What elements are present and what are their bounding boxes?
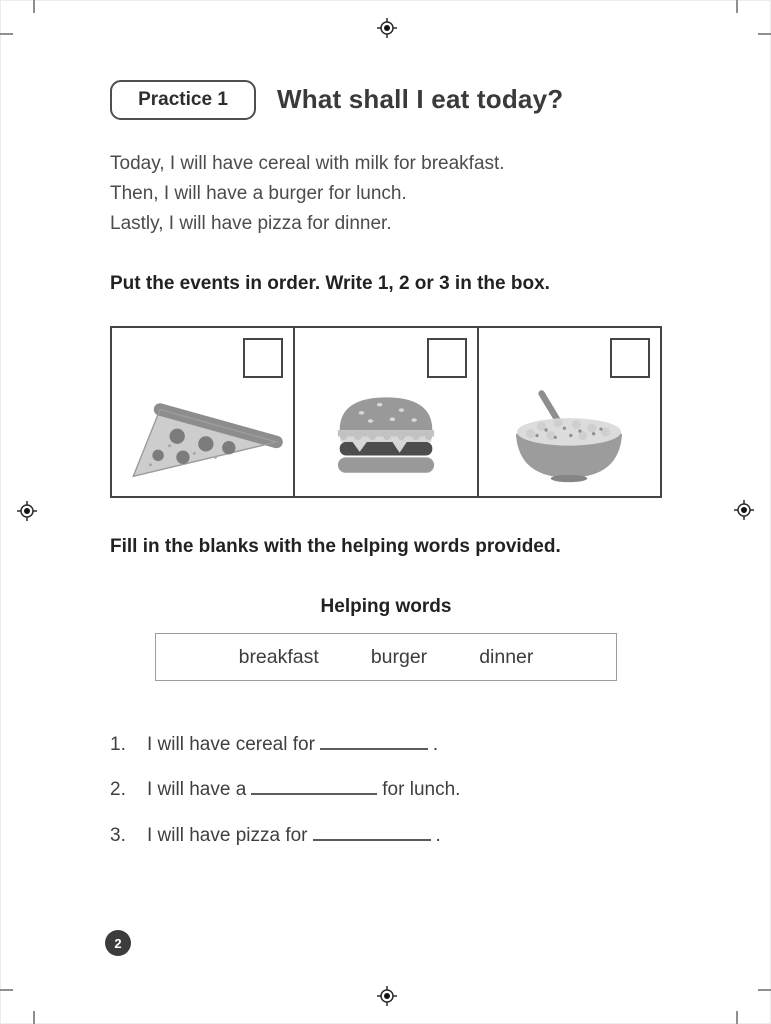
- registration-mark-icon: [17, 501, 37, 521]
- crop-mark: [758, 989, 771, 991]
- sentence-number: 1.: [110, 734, 126, 755]
- sentence-text-after: .: [432, 734, 439, 755]
- fill-in-sentence: [110, 733, 670, 756]
- registration-mark-icon: [734, 500, 754, 520]
- intro-line: Then, I will have a burger for lunch.: [110, 183, 407, 204]
- sentence-text-before: I will have a: [147, 779, 247, 800]
- crop-mark: [33, 0, 35, 13]
- sentence-text-after: .: [435, 825, 441, 846]
- order-answer-box-pizza[interactable]: [243, 338, 283, 378]
- burger-icon: [327, 388, 445, 484]
- fill-in-instruction: Fill in the blanks with the helping words provided.: [110, 536, 561, 557]
- sentence-number: 2.: [110, 779, 126, 800]
- order-answer-box-cereal[interactable]: [610, 338, 650, 378]
- helping-words-title: Helping words: [320, 596, 452, 617]
- crop-mark: [0, 989, 13, 991]
- intro-paragraph: [110, 149, 505, 239]
- intro-line: Lastly, I will have pizza for dinner.: [110, 213, 392, 234]
- sentence-text-before: I will have cereal for: [147, 734, 315, 755]
- order-answer-box-burger[interactable]: [427, 338, 467, 378]
- crop-mark: [758, 33, 771, 35]
- practice-badge-label: Practice 1: [138, 89, 228, 110]
- cereal-bowl-icon: [505, 388, 633, 484]
- practice-badge: [110, 80, 256, 120]
- pizza-icon: [121, 398, 285, 484]
- registration-mark-icon: [377, 18, 397, 38]
- sentence-text-before: I will have pizza for: [147, 825, 308, 846]
- answer-blank[interactable]: [320, 733, 428, 750]
- fill-in-sentence: [110, 778, 670, 801]
- helping-word: breakfast: [238, 645, 319, 668]
- crop-mark: [33, 1011, 35, 1024]
- page-title: What shall I eat today?: [277, 84, 564, 114]
- sentence-text-after: for lunch.: [382, 779, 461, 800]
- helping-words-box: [155, 633, 617, 681]
- crop-mark: [736, 1011, 738, 1024]
- page-number-badge: 2: [105, 930, 131, 956]
- ordering-table: [110, 326, 662, 498]
- crop-mark: [736, 0, 738, 13]
- intro-line: Today, I will have cereal with milk for breakfast.: [110, 153, 505, 174]
- helping-word: burger: [370, 645, 428, 668]
- ordering-cell-cereal: [479, 328, 660, 496]
- ordering-cell-burger: [295, 328, 478, 496]
- fill-in-sentence: [110, 824, 670, 847]
- registration-mark-icon: [377, 986, 397, 1006]
- ordering-cell-pizza: [112, 328, 295, 496]
- answer-blank[interactable]: [251, 778, 377, 795]
- sentence-number: 3.: [110, 825, 126, 846]
- helping-word: dinner: [479, 645, 534, 668]
- ordering-instruction: Put the events in order. Write 1, 2 or 3 in the box.: [110, 273, 550, 294]
- crop-mark: [0, 33, 13, 35]
- answer-blank[interactable]: [313, 824, 431, 841]
